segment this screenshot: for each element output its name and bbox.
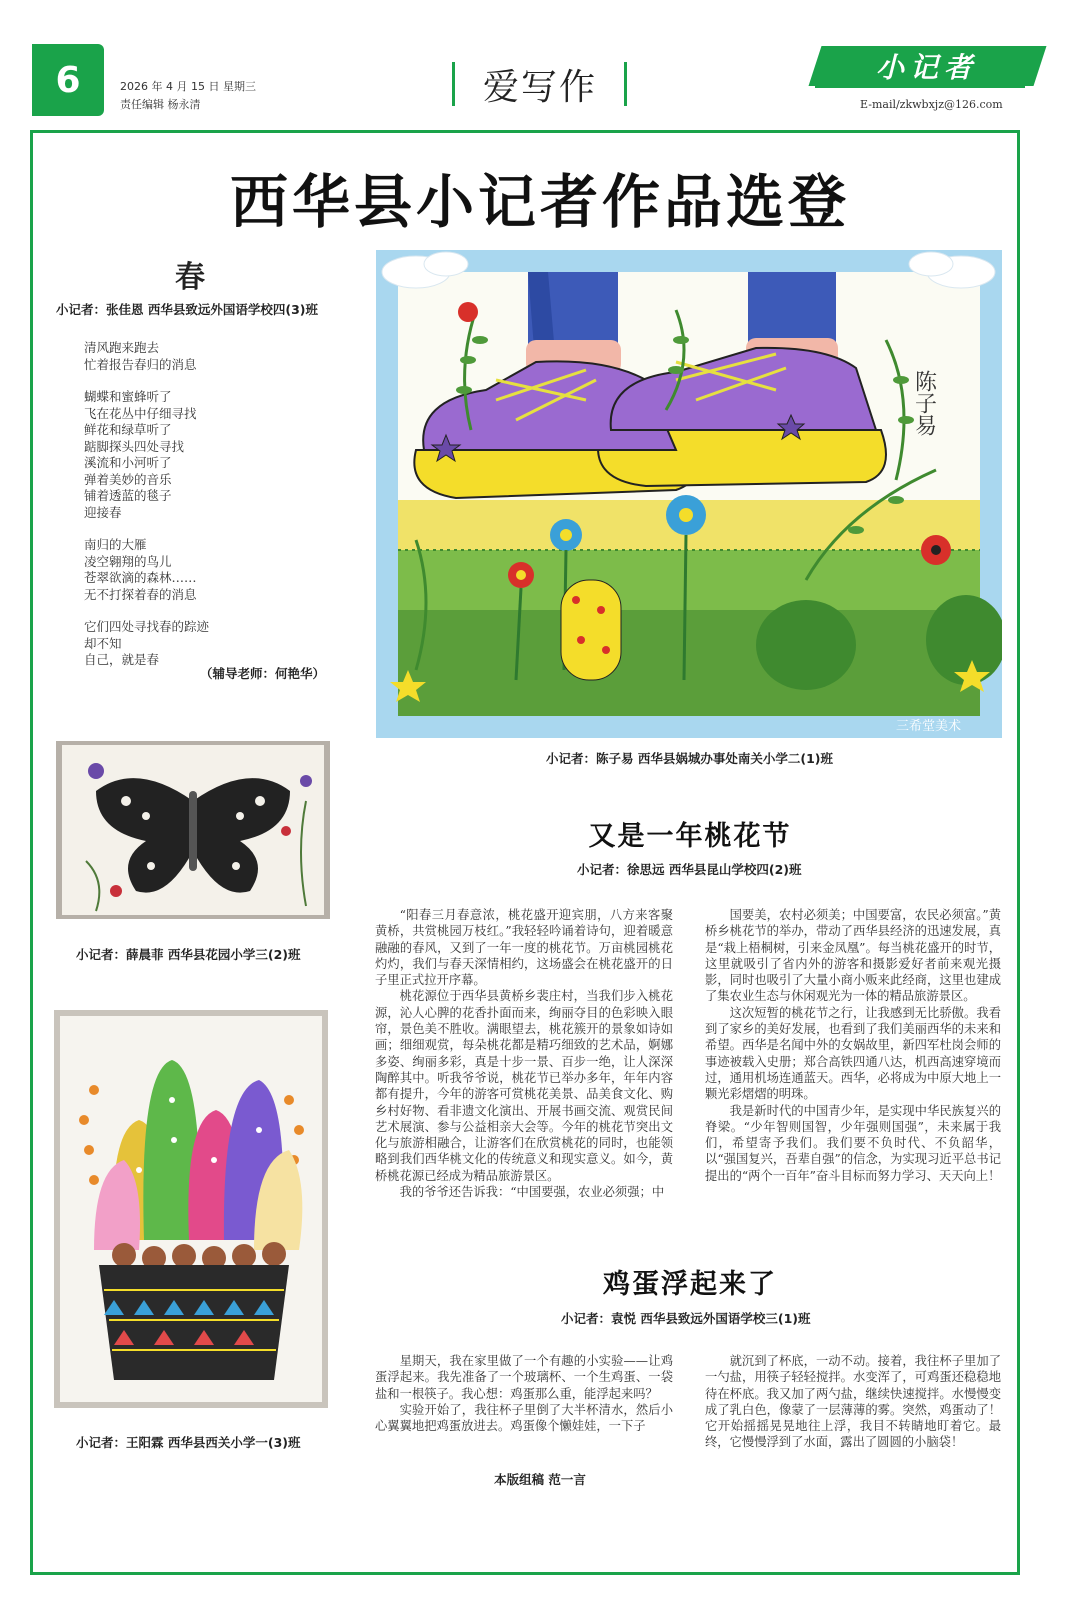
article-paragraph: 实验开始了，我往杯子里倒了大半杯清水，然后小心翼翼地把鸡蛋放进去。鸡蛋像个懒娃娃，一下子 — [375, 1402, 673, 1434]
article-paragraph: 我是新时代的中国青少年，是实现中华民族复兴的脊梁。“少年智则国智，少年强则国强”，未来属于我们，希望寄予我们。我们要不负时代、不负韶华，以“强国复兴，吾辈自强”的信念，为实现习近平总书记提出的“两个一百年”奋斗目标而努力学习、天天向上！ — [705, 1103, 1001, 1183]
article-paragraph: 这次短暂的桃花节之行，让我感到无比骄傲。我看到了家乡的美好发展，也看到了我们美丽西华的未来和希望。西华是名闻中外的女娲故里，新四军杜岗会师的事迹被载入史册；郑合高铁四通八达，机西高速穿境而过，通用机场连通蓝天。西华，必将成为中原大地上一颗光彩熠熠的明珠。 — [705, 1005, 1001, 1102]
article-paragraph: 星期天，我在家里做了一个有趣的小实验——让鸡蛋浮起来。我先准备了一个玻璃杯、一个生鸡蛋、一袋盐和一根筷子。我心想：鸡蛋那么重，能浮起来吗？ — [375, 1354, 673, 1401]
section-divider-right — [624, 62, 627, 106]
poem-line: 清风跑来跑去 — [84, 340, 160, 355]
article-paragraph: 就沉到了杯底，一动不动。接着，我往杯子里加了一勺盐，用筷子轻轻搅拌。水变浑了，可鸡蛋还稳稳地待在杯底。我又加了两勺盐，继续快速搅拌。水慢慢变成了乳白色，像蒙了一层薄薄的雾。突然，鸡蛋动了！它开始摇摇晃晃地往上浮，我目不转睛地盯着它。最终，它慢慢浮到了水面，露出了圆圆的小脑袋！ — [705, 1354, 1001, 1450]
poem-byline: 小记者：张佳恩 西华县致远外国语学校四(3)班 — [56, 302, 318, 317]
poem-stanza — [84, 537, 344, 603]
issue-date: 2026 年 4 月 15 日 星期三 — [120, 80, 256, 93]
poem-line: 无不打探着春的消息 — [84, 586, 197, 602]
article1-title: 又是一年桃花节 — [588, 821, 792, 852]
poem-line: 踮脚探头四处寻找 — [84, 438, 185, 454]
shoes-caption: 小记者：陈子易 西华县娲城办事处南关小学二(1)班 — [546, 751, 833, 766]
artist-signature: 陈子易 — [911, 370, 937, 436]
poem-line: 飞在花丛中仔细寻找 — [84, 405, 197, 421]
cactus-caption: 小记者：王阳霖 西华县西关小学一(3)班 — [76, 1435, 301, 1450]
poem-title: 春 — [175, 260, 205, 295]
poem-line: 它们四处寻找春的踪迹 — [84, 619, 210, 634]
cactus-painting-art — [54, 1010, 328, 1408]
poem-line: 蝴蝶和蜜蜂听了 — [84, 389, 172, 404]
article1-col-right — [705, 907, 1001, 1184]
article-paragraph: 我的爷爷还告诉我：“中国要强，农业必须强；中 — [399, 1185, 665, 1200]
poem-line: 鲜花和绿草听了 — [84, 422, 172, 437]
butterfly-caption: 小记者：薛晨菲 西华县花园小学三(2)班 — [76, 947, 301, 962]
article1-byline: 小记者：徐思远 西华县昆山学校四(2)班 — [577, 862, 802, 877]
poem-line: 苍翠欲滴的森林…… — [84, 570, 197, 585]
article1-col-left — [375, 907, 673, 1200]
article-paragraph: “阳春三月春意浓，桃花盛开迎宾朋，八方来客聚黄桥，共赏桃园万枝红。”我轻轻吟诵着诗句，迎着暖意融融的春风，又到了一年一度的桃花节。万亩桃园桃花灼灼，我们与春天深情相约，这场盛会在桃花盛开的日子里正式拉开序幕。 — [375, 908, 673, 988]
butterfly-drawing — [56, 741, 330, 919]
cactus-painting — [54, 1010, 328, 1408]
poem-teacher: （辅导老师：何艳华） — [200, 666, 326, 681]
article-paragraph: 桃花源位于西华县黄桥乡裴庄村，当我们步入桃花源，沁人心脾的花香扑面而来，绚丽夺目的色彩映入眼帘，景色美不胜收。满眼望去，桃花簇开的景象如诗如画；细细观赏，每朵桃花都是精巧细致的艺术品，婀娜多姿、绚丽多彩，真是十步一景、百步一绝，让人深深陶醉其中。听我爷爷说，桃花节已举办多年，年年内容都有提升，今年的游客可赏桃花美景、品美食文化、购乡村好物、看非遗文化演出、开展书画交流、观赏民间艺术展演、参与公益相亲大会等。今年的桃花节突出文化与旅游相融合，让游客们在欣赏桃花的同时，也能领略到我们西华桃文化的传统意义和现实意义。如今，黄桥桃花源已经成为精品旅游景区。 — [375, 989, 673, 1183]
poem-line: 溪流和小河听了 — [84, 455, 172, 470]
poem-line: 忙着报告春归的消息 — [84, 356, 197, 372]
poem-line: 迎接春 — [84, 504, 122, 520]
section-divider-left — [452, 62, 455, 106]
poem-line: 凌空翱翔的鸟儿 — [84, 553, 172, 569]
poem-line: 自己，就是春 — [84, 652, 160, 667]
section-title: 爱写作 — [482, 66, 597, 108]
poem-body — [84, 340, 344, 685]
article2-col-right — [705, 1353, 1001, 1451]
butterfly-drawing-art — [56, 741, 330, 919]
article2-title: 鸡蛋浮起来了 — [603, 1269, 777, 1300]
shoes-drawing-art — [376, 250, 1002, 738]
poem-stanza — [84, 389, 344, 521]
article-paragraph: 国要美，农村必须美；中国要富，农民必须富。”黄桥乡桃花节的举办，带动了西华县经济的迅速发展，真是“栽上梧桐树，引来金凤凰”。每当桃花盛开的时节，这里就吸引了省内外的游客和摄影爱好者前来观光摄影，同时也吸引了大量小商小贩来此经商，这里也建成了集农业生态与休闲观光为一体的精品旅游景区。 — [705, 908, 1001, 1004]
poem-stanza — [84, 619, 344, 669]
page-footer: 本版组稿 范一言 — [494, 1472, 586, 1487]
article2-col-left — [375, 1353, 673, 1434]
poem-line: 弹着美妙的音乐 — [84, 471, 172, 487]
watermark: 三希堂美术 — [896, 719, 962, 734]
poem-line: 南归的大雁 — [84, 537, 147, 552]
poem-line: 却不知 — [84, 635, 122, 651]
brand-banner — [809, 46, 1047, 86]
page-number: 6 — [32, 44, 104, 116]
poem-line: 铺着透蓝的毯子 — [84, 488, 172, 503]
shoes-drawing — [376, 250, 1002, 738]
article2-byline: 小记者：袁悦 西华县致远外国语学校三(1)班 — [561, 1311, 811, 1326]
brand-underline — [815, 86, 1025, 88]
brand-name: 小记者 — [876, 51, 979, 84]
poem-stanza — [84, 340, 344, 373]
editor-line: 责任编辑 杨永清 — [120, 98, 201, 111]
contact-email: E-mail/zkwbxjz@126.com — [860, 98, 1003, 111]
page-title: 西华县小记者作品选登 — [229, 168, 850, 236]
